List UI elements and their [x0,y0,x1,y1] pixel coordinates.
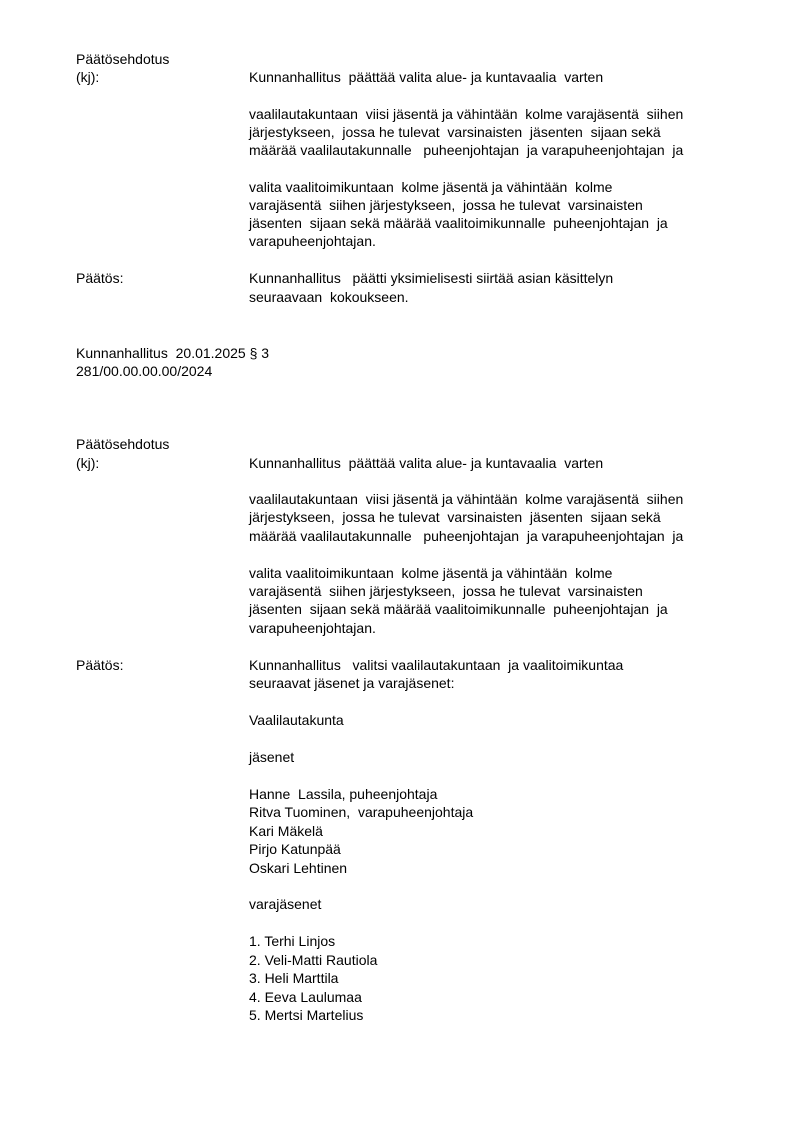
member-item: Ritva Tuominen, varapuheenjohtaja [249,804,474,820]
proposal-para1-line: vaalilautakuntaan viisi jäsentä ja vähintään kolme varajäsentä siihen [249,491,684,507]
proposal-para1-line: määrää vaalilautakunnalle puheenjohtajan ja varapuheenjohtajan ja [249,142,684,158]
proposal-para2-line: varajäsentä siihen järjestykseen, jossa he tulevat varsinaisten [249,583,643,599]
decision-text-line: Kunnanhallitus valitsi vaalilautakuntaan ja vaalitoimikuntaa [249,657,624,673]
deputy-item: 1. Terhi Linjos [249,933,336,949]
deputies-heading: varajäsenet [249,896,322,912]
proposal-para2-line: jäsenten sijaan sekä määrää vaalitoimikunnalle puheenjohtajan ja [249,215,668,231]
proposal-para2-line: varajäsentä siihen järjestykseen, jossa he tulevat varsinaisten [249,197,643,213]
member-item: Kari Mäkelä [249,823,323,839]
proposal-label-kj: (kj): [76,455,100,471]
proposal-para2-line: varapuheenjohtajan. [249,233,376,249]
proposal-para1-line: vaalilautakuntaan viisi jäsentä ja vähintään kolme varajäsentä siihen [249,106,684,122]
proposal-para2-line: jäsenten sijaan sekä määrää vaalitoimikunnalle puheenjohtajan ja [249,601,668,617]
proposal-label: Päätösehdotus [76,436,170,452]
decision-text-line: Kunnanhallitus päätti yksimielisesti siirtää asian käsittelyn [249,270,614,286]
decision-label: Päätös: [76,270,124,286]
decision-text-line: seuraavaan kokoukseen. [249,289,409,305]
committee-title: Vaalilautakunta [249,712,344,728]
proposal-para1-line: järjestykseen, jossa he tulevat varsinaisten jäsenten sijaan sekä [249,124,661,140]
proposal-label: Päätösehdotus [76,51,170,67]
deputy-item: 3. Heli Marttila [249,970,339,986]
proposal-intro: Kunnanhallitus päättää valita alue- ja kuntavaalia varten [249,455,604,471]
member-item: Hanne Lassila, puheenjohtaja [249,786,438,802]
deputy-item: 4. Eeva Laulumaa [249,989,362,1005]
meeting-ref-line1: Kunnanhallitus 20.01.2025 § 3 [76,345,270,361]
deputy-item: 5. Mertsi Martelius [249,1007,364,1023]
proposal-para2-line: valita vaalitoimikuntaan kolme jäsentä ja vähintään kolme [249,565,613,581]
proposal-para2-line: varapuheenjohtajan. [249,620,376,636]
proposal-intro: Kunnanhallitus päättää valita alue- ja kuntavaalia varten [249,69,604,85]
decision-text-line: seuraavat jäsenet ja varajäsenet: [249,675,455,691]
proposal-label-kj: (kj): [76,69,100,85]
proposal-para1-line: järjestykseen, jossa he tulevat varsinaisten jäsenten sijaan sekä [249,509,661,525]
meeting-ref-line2: 281/00.00.00.00/2024 [76,363,213,379]
decision-label: Päätös: [76,657,124,673]
proposal-para1-line: määrää vaalilautakunnalle puheenjohtajan ja varapuheenjohtajan ja [249,528,684,544]
deputy-item: 2. Veli-Matti Rautiola [249,952,378,968]
proposal-para2-line: valita vaalitoimikuntaan kolme jäsentä ja vähintään kolme [249,179,613,195]
member-item: Pirjo Katunpää [249,841,341,857]
members-heading: jäsenet [249,749,295,765]
member-item: Oskari Lehtinen [249,860,348,876]
